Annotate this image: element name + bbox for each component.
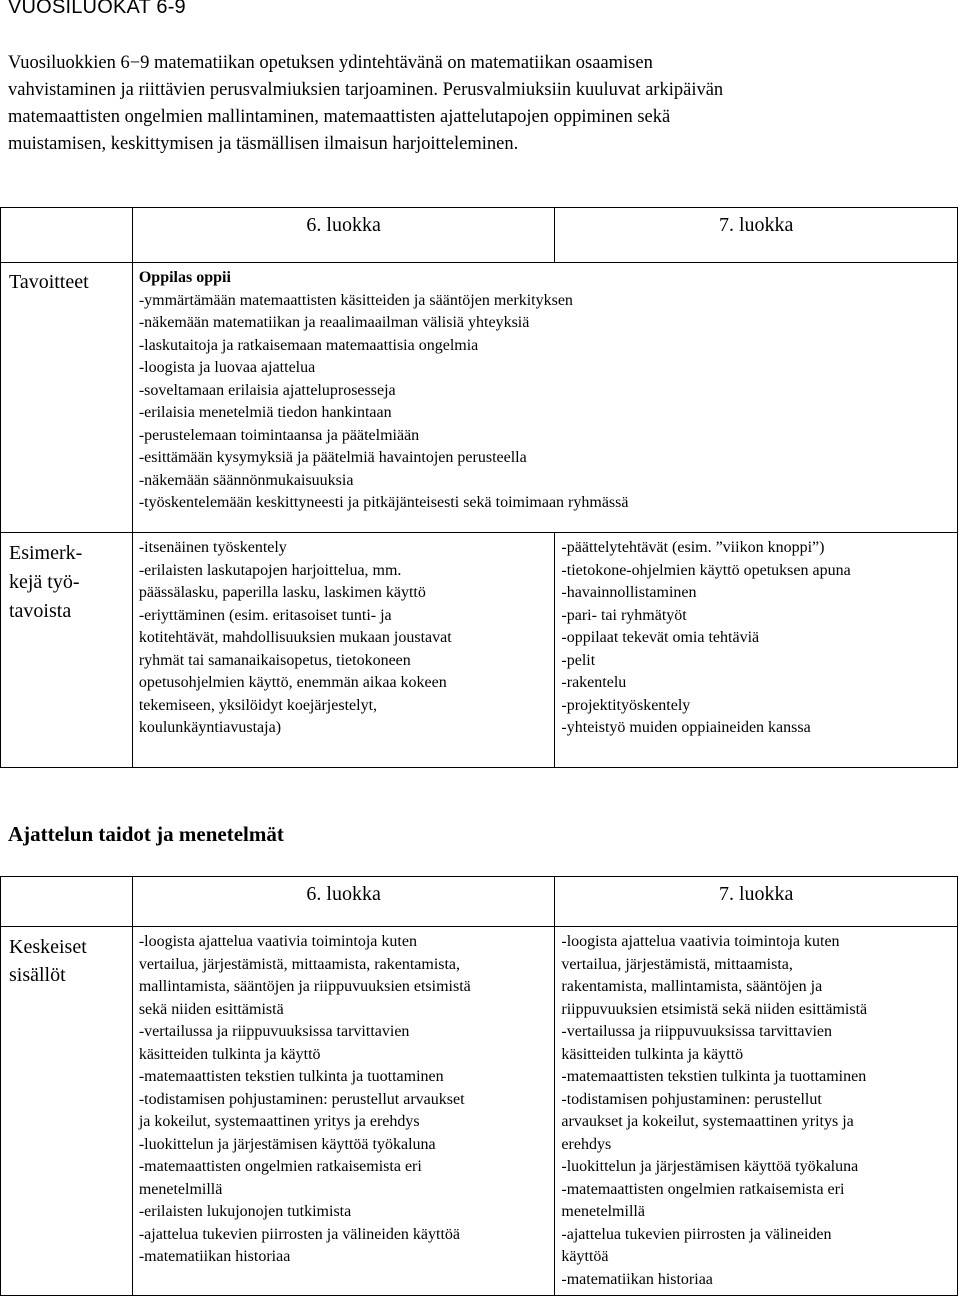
content-item: käsitteiden tulkinta ja käyttö bbox=[561, 1045, 744, 1063]
header-grade-6: 6. luokka bbox=[132, 208, 555, 263]
content-item: -matematiikan historiaa bbox=[138, 1248, 291, 1265]
header-grade-7: 7. luokka bbox=[555, 877, 958, 927]
goals-table bbox=[0, 207, 958, 768]
example-item: opetusohjelmien käyttö, enemmän aikaa kokeen bbox=[138, 674, 447, 691]
content-item: riippuvuuksien etsimistä sekä niiden esittämistä bbox=[561, 1000, 868, 1018]
example-item: -rakentelu bbox=[561, 674, 627, 691]
contents-grade-6 bbox=[132, 927, 555, 1296]
page-title: VUOSILUOKAT 6-9 bbox=[8, 0, 186, 18]
content-item: -matemaattisten ongelmien ratkaisemista eri bbox=[138, 1158, 422, 1175]
goal-item: -ymmärtämään matemaattisten käsitteiden ja sääntöjen merkityksen bbox=[138, 291, 573, 309]
content-item: -todistamisen pohjustaminen: perustellut arvaukset bbox=[138, 1090, 465, 1108]
header-grade-7: 7. luokka bbox=[555, 208, 958, 263]
content-item: erehdys bbox=[561, 1135, 612, 1153]
intro-line: Vuosiluokkien 6−9 matematiikan opetuksen ydintehtävänä on matematiikan osaamisen bbox=[8, 53, 653, 73]
content-item: menetelmillä bbox=[138, 1180, 223, 1198]
intro-line: vahvistaminen ja riittävien perusvalmiuksien tarjoaminen. Perusvalmiuksiin kuuluvat arkipäivän bbox=[8, 80, 724, 100]
goal-item: -soveltamaan erilaisia ajatteluprosesseja bbox=[138, 381, 396, 399]
example-item: -itsenäinen työskentely bbox=[138, 539, 287, 556]
examples-grade-6 bbox=[132, 533, 555, 768]
content-item: käsitteiden tulkinta ja käyttö bbox=[138, 1045, 321, 1063]
content-item: arvaukset ja kokeilut, systemaattinen yritys ja bbox=[561, 1113, 854, 1130]
content-item: -vertailussa ja riippuvuuksissa tarvittavien bbox=[138, 1023, 410, 1040]
content-item: -loogista ajattelua vaativia toimintoja kuten bbox=[138, 933, 417, 950]
goal-item: -perustelemaan toimintaansa ja päätelmiään bbox=[138, 426, 420, 444]
goal-item: -erilaisia menetelmiä tiedon hankintaan bbox=[138, 404, 392, 421]
content-item: -matemaattisten tekstien tulkinta ja tuottaminen bbox=[138, 1068, 444, 1085]
content-item: -luokittelun ja järjestämisen käyttöä työkaluna bbox=[561, 1158, 859, 1175]
content-item: -ajattelua tukevien piirrosten ja välineiden käyttöä bbox=[138, 1225, 461, 1243]
content-item: -vertailussa ja riippuvuuksissa tarvittavien bbox=[561, 1023, 833, 1040]
intro-line: muistamisen, keskittymisen ja täsmällisen ilmaisun harjoitteleminen. bbox=[8, 134, 519, 154]
example-item: tekemiseen, yksilöidyt koejärjestelyt, bbox=[138, 696, 378, 714]
row-label-line: Keskeiset bbox=[9, 936, 87, 958]
example-item: -yhteistyö muiden oppiaineiden kanssa bbox=[561, 719, 811, 736]
example-item: -oppilaat tekevät omia tehtäviä bbox=[561, 629, 760, 646]
goal-item: -loogista ja luovaa ajattelua bbox=[138, 359, 316, 376]
empty-header-cell bbox=[1, 877, 133, 927]
content-item: -matematiikan historiaa bbox=[561, 1270, 713, 1288]
example-item: koulunkäyntiavustaja) bbox=[138, 719, 282, 736]
example-item: -eriyttäminen (esim. eritasoiset tunti- ja bbox=[138, 606, 392, 624]
example-item: -havainnollistaminen bbox=[561, 584, 697, 601]
empty-header-cell bbox=[1, 208, 133, 263]
row-label-line: Esimerk- bbox=[9, 542, 83, 564]
example-item: -erilaisten laskutapojen harjoittelua, mm. bbox=[138, 561, 402, 579]
row-label-tavoitteet: Tavoitteet bbox=[1, 263, 133, 533]
content-item: -todistamisen pohjustaminen: perustellut bbox=[561, 1090, 822, 1108]
content-item: -erilaisten lukujonojen tutkimista bbox=[138, 1203, 352, 1220]
goals-heading: Oppilas oppii bbox=[138, 269, 231, 286]
content-item: -matemaattisten ongelmien ratkaisemista eri bbox=[561, 1180, 845, 1198]
intro-paragraph bbox=[8, 50, 953, 158]
example-item: -pelit bbox=[561, 651, 596, 669]
content-item: mallintamista, sääntöjen ja riippuvuuksien etsimistä bbox=[138, 978, 471, 995]
section-heading: Ajattelun taidot ja menetelmät bbox=[8, 822, 284, 846]
example-item: -tietokone-ohjelmien käyttö opetuksen apuna bbox=[561, 561, 851, 579]
content-item: -ajattelua tukevien piirrosten ja välineiden bbox=[561, 1225, 832, 1243]
goal-item: -laskutaitoja ja ratkaisemaan matemaattisia ongelmia bbox=[138, 336, 479, 354]
goal-item: -näkemään matematiikan ja reaalimaailman välisiä yhteyksiä bbox=[138, 314, 530, 331]
goal-item: -työskentelemään keskittyneesti ja pitkäjänteisesti sekä toimimaan ryhmässä bbox=[138, 494, 629, 511]
example-item: -pari- tai ryhmätyöt bbox=[561, 606, 687, 624]
row-label-line: sisällöt bbox=[9, 964, 66, 986]
content-item: -luokittelun ja järjestämisen käyttöä työkaluna bbox=[138, 1135, 436, 1153]
content-table bbox=[0, 876, 958, 1296]
example-item: -päättelytehtävät (esim. ”viikon knoppi”) bbox=[561, 539, 825, 556]
content-item: vertailua, järjestämistä, mittaamista, rakentamista, bbox=[138, 955, 461, 973]
goals-cell bbox=[132, 263, 957, 533]
content-item: menetelmillä bbox=[561, 1203, 645, 1220]
row-label-line: tavoista bbox=[9, 600, 72, 622]
content-item: -loogista ajattelua vaativia toimintoja kuten bbox=[561, 933, 840, 950]
row-label-esimerkkeja bbox=[1, 533, 133, 768]
example-item: -projektityöskentely bbox=[561, 696, 691, 714]
content-item: vertailua, järjestämistä, mittaamista, bbox=[561, 955, 793, 973]
example-item: kotitehtävät, mahdollisuuksien mukaan joustavat bbox=[138, 629, 452, 646]
goal-item: -näkemään säännönmukaisuuksia bbox=[138, 471, 354, 489]
content-item: -matemaattisten tekstien tulkinta ja tuottaminen bbox=[561, 1068, 867, 1085]
row-label-keskeiset bbox=[1, 927, 133, 1296]
content-item: käyttöä bbox=[561, 1248, 609, 1265]
goal-item: -esittämään kysymyksiä ja päätelmiä havaintojen perusteella bbox=[138, 449, 527, 466]
example-item: ryhmät tai samanaikaisopetus, tietokoneen bbox=[138, 651, 411, 669]
content-item: rakentamista, mallintamista, sääntöjen ja bbox=[561, 978, 823, 995]
examples-grade-7 bbox=[555, 533, 958, 768]
example-item: päässälasku, paperilla lasku, laskimen käyttö bbox=[138, 584, 426, 601]
row-label-line: kejä työ- bbox=[9, 571, 80, 593]
intro-line: matemaattisten ongelmien mallintaminen, matemaattisten ajattelutapojen oppiminen sekä bbox=[8, 107, 671, 127]
header-grade-6: 6. luokka bbox=[132, 877, 555, 927]
content-item: ja kokeilut, systemaattinen yritys ja erehdys bbox=[138, 1113, 420, 1130]
contents-grade-7 bbox=[555, 927, 958, 1296]
content-item: sekä niiden esittämistä bbox=[138, 1000, 284, 1018]
